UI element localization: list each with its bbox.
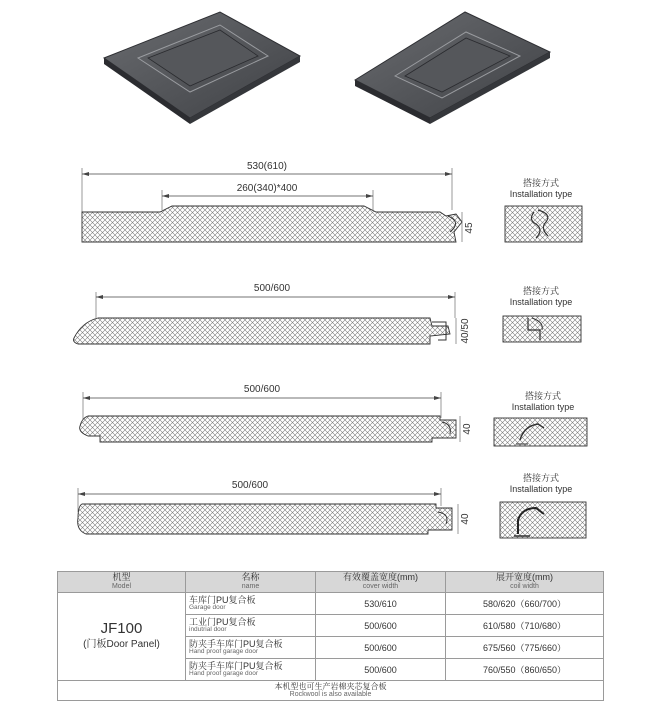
coil-cell: 580/620（660/700） bbox=[446, 593, 604, 615]
installation-label-cn: 搭接方式 bbox=[522, 473, 560, 483]
installation-label-en: Installation type bbox=[509, 484, 573, 494]
spec-table bbox=[57, 571, 604, 701]
table-row bbox=[58, 593, 604, 615]
dim-main-label: 500/600 bbox=[243, 384, 281, 395]
installation-label-cn: 搭接方式 bbox=[524, 391, 562, 401]
header-name: 名称 name bbox=[186, 572, 316, 593]
installation-joint-detail bbox=[494, 418, 587, 446]
cover-cell: 530/610 bbox=[316, 593, 446, 615]
installation-label-en: Installation type bbox=[511, 402, 575, 412]
installation-label-cn: 搭接方式 bbox=[522, 178, 560, 188]
dim-inner-label: 260(340)*400 bbox=[236, 183, 298, 194]
name-cell: 防夹手车库门PU复合板 Hand proof garage door bbox=[186, 637, 316, 659]
thickness-label: 45 bbox=[464, 222, 475, 234]
coil-cell: 675/560（775/660） bbox=[446, 637, 604, 659]
header-model: 机型 Model bbox=[58, 572, 186, 593]
name-cell: 工业门PU复合板 indutrial door bbox=[186, 615, 316, 637]
panel-section bbox=[80, 416, 456, 442]
cover-cell: 500/600 bbox=[316, 659, 446, 681]
name-cell: 防夹手车库门PU复合板 Hand proof garage door bbox=[186, 659, 316, 681]
cover-cell: 500/600 bbox=[316, 615, 446, 637]
installation-joint-detail bbox=[500, 502, 586, 538]
coil-cell: 760/550（860/650） bbox=[446, 659, 604, 681]
header-cover-width: 有效覆盖宽度(mm) cover width bbox=[316, 572, 446, 593]
model-cell: JF100 (门板Door Panel) bbox=[58, 593, 186, 681]
thickness-label: 40 bbox=[460, 513, 471, 525]
profile-4 bbox=[78, 472, 586, 538]
coil-cell: 610/580（710/680） bbox=[446, 615, 604, 637]
installation-joint-detail bbox=[505, 206, 582, 242]
cover-cell: 500/600 bbox=[316, 637, 446, 659]
profile-1 bbox=[82, 161, 582, 242]
installation-label-cn: 搭接方式 bbox=[522, 286, 560, 296]
thickness-label: 40 bbox=[462, 423, 473, 435]
panel-section bbox=[74, 318, 451, 344]
header-coil-width: 展开宽度(mm) coil width bbox=[446, 572, 604, 593]
panel-section bbox=[78, 504, 452, 534]
panel-section bbox=[82, 206, 462, 242]
dim-main-label: 500/600 bbox=[253, 283, 291, 294]
installation-label-en: Installation type bbox=[509, 297, 573, 307]
table-note-row bbox=[58, 681, 604, 701]
panel-render-left bbox=[104, 12, 300, 124]
installation-joint-detail bbox=[503, 316, 581, 342]
profile-2 bbox=[74, 283, 582, 344]
profile-3 bbox=[80, 384, 587, 446]
panel-render-right bbox=[355, 12, 550, 124]
note-cell: 本机型也可生产岩棉夹芯复合板 Rockwool is also available bbox=[58, 681, 604, 701]
name-cell: 车库门PU复合板 Garage door bbox=[186, 593, 316, 615]
thickness-label: 40/50 bbox=[460, 318, 471, 344]
dim-main-label: 530(610) bbox=[246, 161, 288, 172]
dim-main-label: 500/600 bbox=[231, 480, 269, 491]
installation-label-en: Installation type bbox=[509, 189, 573, 199]
